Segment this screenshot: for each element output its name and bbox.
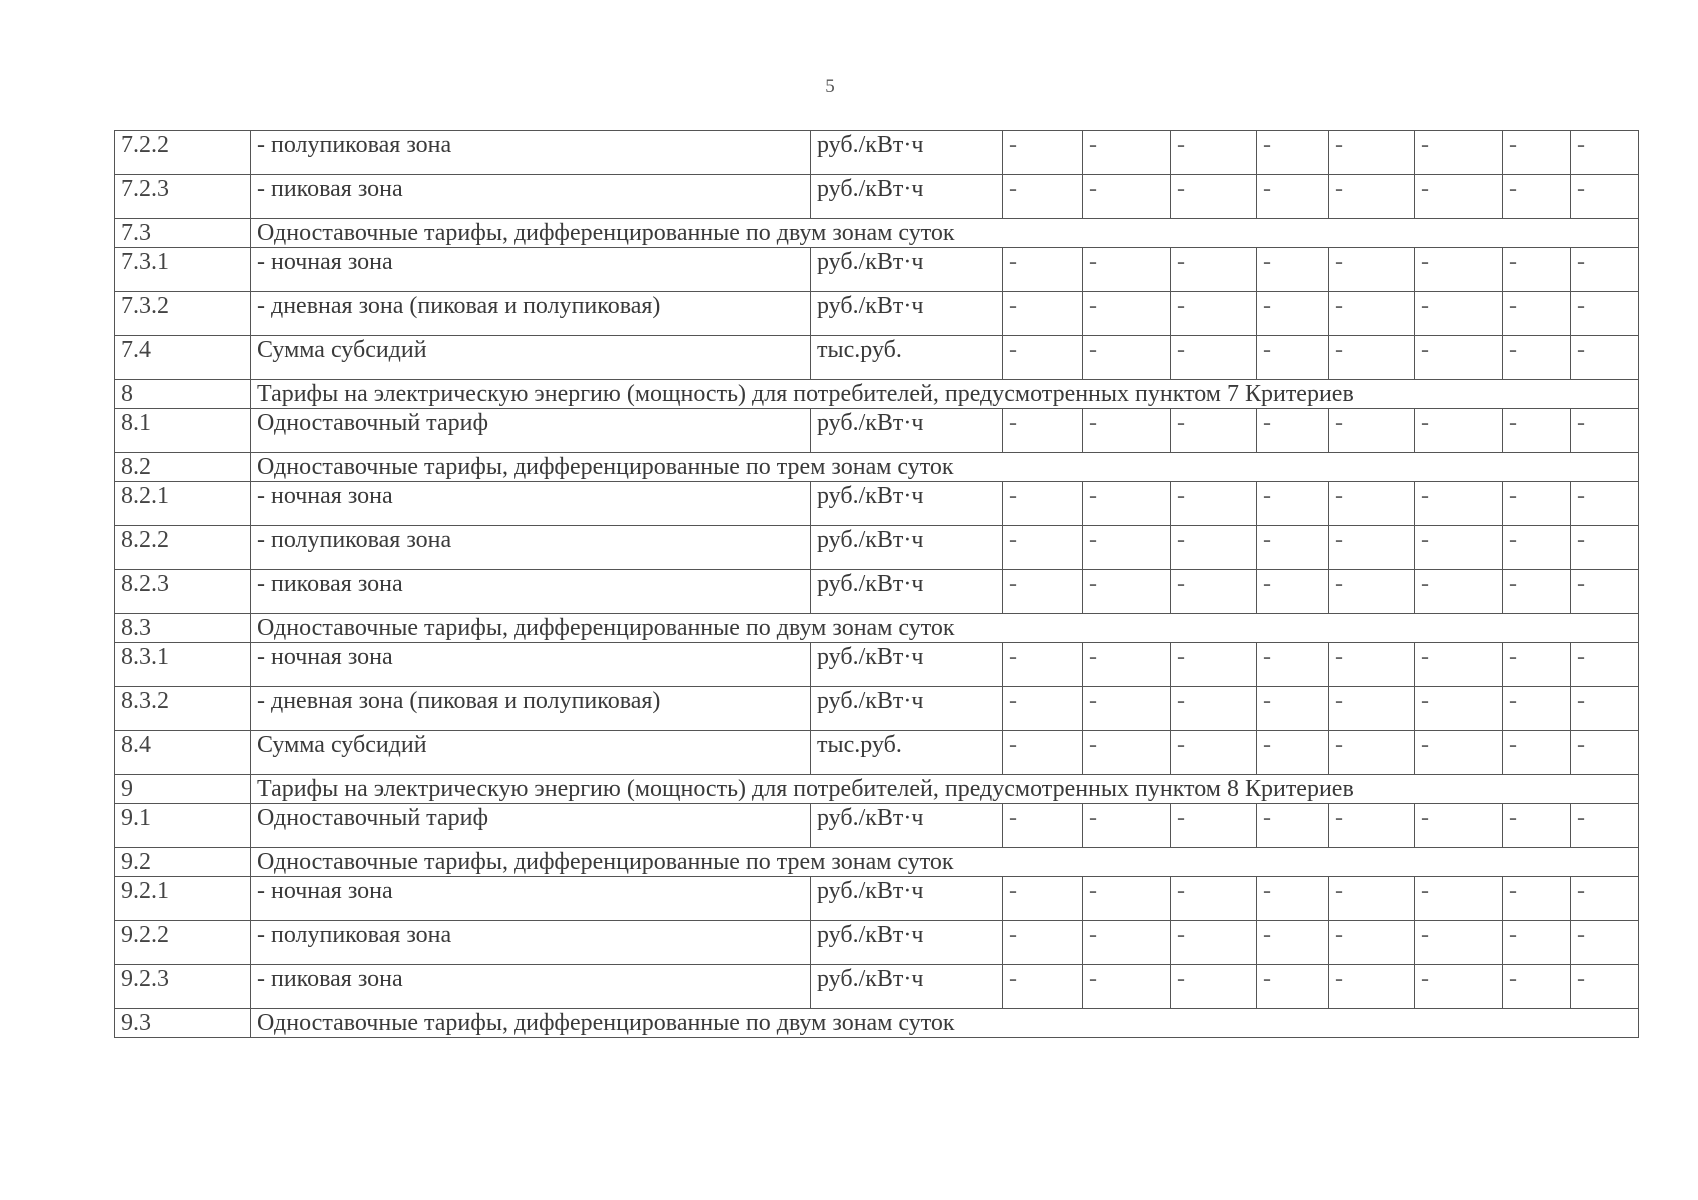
value-cell: - <box>1503 131 1571 175</box>
row-unit: тыс.руб. <box>811 336 1003 380</box>
value-cell: - <box>1083 482 1171 526</box>
table-row <box>115 131 1639 175</box>
table-row <box>115 409 1639 453</box>
row-number: 9.3 <box>115 1009 251 1038</box>
value-cell: - <box>1329 175 1415 219</box>
section-row <box>115 848 1639 877</box>
value-cell: - <box>1003 526 1083 570</box>
row-unit: руб./кВт·ч <box>811 526 1003 570</box>
value-cell: - <box>1503 877 1571 921</box>
value-cell: - <box>1503 482 1571 526</box>
value-cell: - <box>1171 731 1257 775</box>
value-cell: - <box>1329 965 1415 1009</box>
value-cell: - <box>1171 175 1257 219</box>
row-number: 7.2.3 <box>115 175 251 219</box>
value-cell: - <box>1257 482 1329 526</box>
tariff-table <box>114 130 1639 1038</box>
row-unit: руб./кВт·ч <box>811 877 1003 921</box>
value-cell: - <box>1571 409 1639 453</box>
value-cell: - <box>1503 731 1571 775</box>
table-row <box>115 175 1639 219</box>
row-unit: руб./кВт·ч <box>811 131 1003 175</box>
row-unit: руб./кВт·ч <box>811 570 1003 614</box>
value-cell: - <box>1329 804 1415 848</box>
value-cell: - <box>1415 921 1503 965</box>
value-cell: - <box>1415 526 1503 570</box>
value-cell: - <box>1257 336 1329 380</box>
value-cell: - <box>1503 687 1571 731</box>
page-number: 5 <box>825 76 835 97</box>
table-row <box>115 731 1639 775</box>
row-name: Одноставочный тариф <box>251 804 811 848</box>
value-cell: - <box>1503 526 1571 570</box>
value-cell: - <box>1571 570 1639 614</box>
value-cell: - <box>1329 336 1415 380</box>
value-cell: - <box>1257 643 1329 687</box>
value-cell: - <box>1083 643 1171 687</box>
row-name: - дневная зона (пиковая и полупиковая) <box>251 292 811 336</box>
value-cell: - <box>1257 877 1329 921</box>
value-cell: - <box>1415 248 1503 292</box>
value-cell: - <box>1571 131 1639 175</box>
value-cell: - <box>1257 248 1329 292</box>
value-cell: - <box>1257 921 1329 965</box>
section-title: Одноставочные тарифы, дифференцированные по трем зонам суток <box>251 453 1639 482</box>
row-name: Одноставочный тариф <box>251 409 811 453</box>
value-cell: - <box>1571 731 1639 775</box>
row-number: 9.1 <box>115 804 251 848</box>
row-number: 8.2.3 <box>115 570 251 614</box>
row-name: - полупиковая зона <box>251 921 811 965</box>
value-cell: - <box>1003 292 1083 336</box>
value-cell: - <box>1329 921 1415 965</box>
table-row <box>115 570 1639 614</box>
row-name: - пиковая зона <box>251 570 811 614</box>
value-cell: - <box>1171 804 1257 848</box>
value-cell: - <box>1503 409 1571 453</box>
value-cell: - <box>1171 921 1257 965</box>
table-row <box>115 292 1639 336</box>
value-cell: - <box>1329 526 1415 570</box>
value-cell: - <box>1257 965 1329 1009</box>
value-cell: - <box>1003 248 1083 292</box>
value-cell: - <box>1171 643 1257 687</box>
value-cell: - <box>1503 292 1571 336</box>
row-number: 8.4 <box>115 731 251 775</box>
value-cell: - <box>1503 804 1571 848</box>
table-row <box>115 336 1639 380</box>
value-cell: - <box>1329 131 1415 175</box>
value-cell: - <box>1415 687 1503 731</box>
value-cell: - <box>1415 570 1503 614</box>
section-row <box>115 1009 1639 1038</box>
row-unit: руб./кВт·ч <box>811 248 1003 292</box>
row-number: 9.2 <box>115 848 251 877</box>
section-title: Тарифы на электрическую энергию (мощность) для потребителей, предусмотренных пунктом 7 Критериев <box>251 380 1639 409</box>
value-cell: - <box>1571 336 1639 380</box>
value-cell: - <box>1083 921 1171 965</box>
value-cell: - <box>1415 804 1503 848</box>
row-number: 8.2.1 <box>115 482 251 526</box>
table-row <box>115 482 1639 526</box>
value-cell: - <box>1503 248 1571 292</box>
value-cell: - <box>1257 409 1329 453</box>
value-cell: - <box>1003 482 1083 526</box>
value-cell: - <box>1329 570 1415 614</box>
section-title: Одноставочные тарифы, дифференцированные по двум зонам суток <box>251 219 1639 248</box>
value-cell: - <box>1257 526 1329 570</box>
value-cell: - <box>1003 877 1083 921</box>
value-cell: - <box>1083 877 1171 921</box>
value-cell: - <box>1415 643 1503 687</box>
row-unit: руб./кВт·ч <box>811 292 1003 336</box>
value-cell: - <box>1329 877 1415 921</box>
value-cell: - <box>1329 643 1415 687</box>
value-cell: - <box>1257 804 1329 848</box>
row-name: - ночная зона <box>251 877 811 921</box>
row-number: 9.2.1 <box>115 877 251 921</box>
value-cell: - <box>1083 131 1171 175</box>
row-unit: руб./кВт·ч <box>811 643 1003 687</box>
row-unit: руб./кВт·ч <box>811 409 1003 453</box>
row-number: 7.4 <box>115 336 251 380</box>
value-cell: - <box>1171 877 1257 921</box>
value-cell: - <box>1329 248 1415 292</box>
table-row <box>115 877 1639 921</box>
row-number: 9 <box>115 775 251 804</box>
value-cell: - <box>1415 482 1503 526</box>
section-row <box>115 380 1639 409</box>
value-cell: - <box>1329 409 1415 453</box>
row-name: - ночная зона <box>251 482 811 526</box>
row-number: 8.3 <box>115 614 251 643</box>
row-number: 7.3.2 <box>115 292 251 336</box>
value-cell: - <box>1571 292 1639 336</box>
value-cell: - <box>1171 409 1257 453</box>
value-cell: - <box>1571 965 1639 1009</box>
value-cell: - <box>1171 526 1257 570</box>
value-cell: - <box>1083 336 1171 380</box>
value-cell: - <box>1571 526 1639 570</box>
value-cell: - <box>1571 482 1639 526</box>
row-unit: руб./кВт·ч <box>811 804 1003 848</box>
table-row <box>115 526 1639 570</box>
section-row <box>115 775 1639 804</box>
section-title: Одноставочные тарифы, дифференцированные по трем зонам суток <box>251 848 1639 877</box>
row-name: Сумма субсидий <box>251 336 811 380</box>
value-cell: - <box>1415 336 1503 380</box>
section-title: Одноставочные тарифы, дифференцированные по двум зонам суток <box>251 614 1639 643</box>
value-cell: - <box>1083 687 1171 731</box>
value-cell: - <box>1329 731 1415 775</box>
row-number: 8.2.2 <box>115 526 251 570</box>
value-cell: - <box>1003 921 1083 965</box>
value-cell: - <box>1083 175 1171 219</box>
row-number: 8.2 <box>115 453 251 482</box>
row-unit: руб./кВт·ч <box>811 965 1003 1009</box>
value-cell: - <box>1003 804 1083 848</box>
value-cell: - <box>1171 687 1257 731</box>
value-cell: - <box>1503 175 1571 219</box>
row-number: 9.2.2 <box>115 921 251 965</box>
table-row <box>115 248 1639 292</box>
value-cell: - <box>1571 643 1639 687</box>
value-cell: - <box>1083 570 1171 614</box>
value-cell: - <box>1329 292 1415 336</box>
value-cell: - <box>1171 482 1257 526</box>
value-cell: - <box>1171 336 1257 380</box>
row-number: 9.2.3 <box>115 965 251 1009</box>
section-title: Одноставочные тарифы, дифференцированные по двум зонам суток <box>251 1009 1639 1038</box>
row-unit: руб./кВт·ч <box>811 687 1003 731</box>
row-name: - ночная зона <box>251 248 811 292</box>
row-unit: руб./кВт·ч <box>811 482 1003 526</box>
value-cell: - <box>1171 292 1257 336</box>
value-cell: - <box>1171 570 1257 614</box>
table-body <box>115 131 1639 1038</box>
row-unit: тыс.руб. <box>811 731 1003 775</box>
row-name: Сумма субсидий <box>251 731 811 775</box>
value-cell: - <box>1503 643 1571 687</box>
row-number: 8 <box>115 380 251 409</box>
value-cell: - <box>1171 965 1257 1009</box>
value-cell: - <box>1415 131 1503 175</box>
value-cell: - <box>1083 804 1171 848</box>
row-name: - пиковая зона <box>251 965 811 1009</box>
table-row <box>115 687 1639 731</box>
value-cell: - <box>1415 292 1503 336</box>
row-name: - дневная зона (пиковая и полупиковая) <box>251 687 811 731</box>
value-cell: - <box>1503 921 1571 965</box>
value-cell: - <box>1571 804 1639 848</box>
row-unit: руб./кВт·ч <box>811 175 1003 219</box>
value-cell: - <box>1003 131 1083 175</box>
row-name: - полупиковая зона <box>251 526 811 570</box>
row-number: 8.1 <box>115 409 251 453</box>
value-cell: - <box>1003 965 1083 1009</box>
row-number: 7.2.2 <box>115 131 251 175</box>
table-row <box>115 643 1639 687</box>
value-cell: - <box>1415 409 1503 453</box>
row-name: - ночная зона <box>251 643 811 687</box>
value-cell: - <box>1003 687 1083 731</box>
value-cell: - <box>1503 336 1571 380</box>
section-row <box>115 614 1639 643</box>
table-row <box>115 965 1639 1009</box>
value-cell: - <box>1415 175 1503 219</box>
value-cell: - <box>1571 175 1639 219</box>
value-cell: - <box>1257 292 1329 336</box>
value-cell: - <box>1083 409 1171 453</box>
value-cell: - <box>1571 248 1639 292</box>
value-cell: - <box>1257 731 1329 775</box>
value-cell: - <box>1083 292 1171 336</box>
table-row <box>115 804 1639 848</box>
value-cell: - <box>1171 248 1257 292</box>
value-cell: - <box>1571 921 1639 965</box>
value-cell: - <box>1003 570 1083 614</box>
value-cell: - <box>1415 965 1503 1009</box>
value-cell: - <box>1083 965 1171 1009</box>
value-cell: - <box>1003 409 1083 453</box>
value-cell: - <box>1083 731 1171 775</box>
row-number: 7.3.1 <box>115 248 251 292</box>
value-cell: - <box>1003 336 1083 380</box>
row-name: - пиковая зона <box>251 175 811 219</box>
section-row <box>115 453 1639 482</box>
value-cell: - <box>1329 687 1415 731</box>
table-row <box>115 921 1639 965</box>
value-cell: - <box>1171 131 1257 175</box>
value-cell: - <box>1257 570 1329 614</box>
row-unit: руб./кВт·ч <box>811 921 1003 965</box>
section-title: Тарифы на электрическую энергию (мощность) для потребителей, предусмотренных пунктом 8 Критериев <box>251 775 1639 804</box>
row-number: 8.3.2 <box>115 687 251 731</box>
section-row <box>115 219 1639 248</box>
value-cell: - <box>1003 175 1083 219</box>
row-number: 8.3.1 <box>115 643 251 687</box>
value-cell: - <box>1003 643 1083 687</box>
value-cell: - <box>1003 731 1083 775</box>
value-cell: - <box>1503 570 1571 614</box>
value-cell: - <box>1415 731 1503 775</box>
value-cell: - <box>1571 877 1639 921</box>
value-cell: - <box>1083 248 1171 292</box>
value-cell: - <box>1257 687 1329 731</box>
value-cell: - <box>1257 175 1329 219</box>
row-name: - полупиковая зона <box>251 131 811 175</box>
value-cell: - <box>1503 965 1571 1009</box>
value-cell: - <box>1083 526 1171 570</box>
row-number: 7.3 <box>115 219 251 248</box>
value-cell: - <box>1415 877 1503 921</box>
value-cell: - <box>1257 131 1329 175</box>
value-cell: - <box>1571 687 1639 731</box>
value-cell: - <box>1329 482 1415 526</box>
